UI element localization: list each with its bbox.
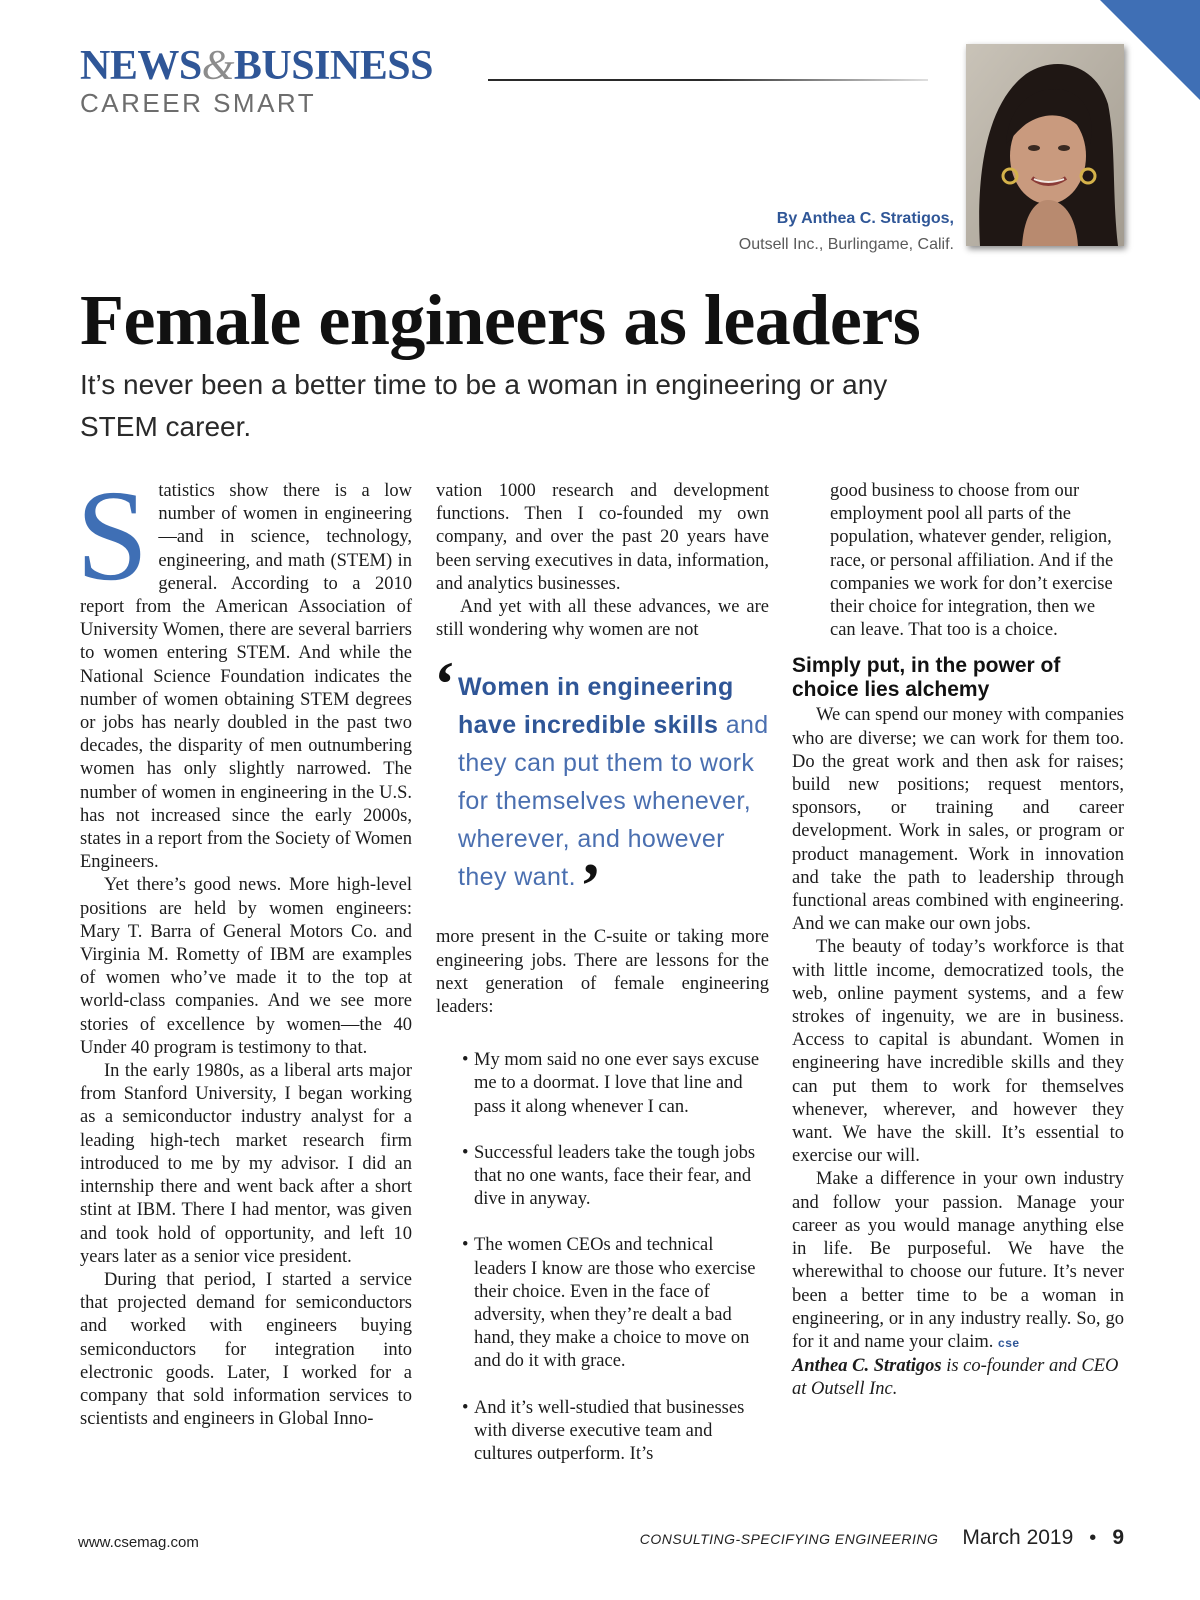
article-headline: Female engineers as leaders	[80, 280, 921, 360]
list-item: • And it’s well-studied that businesses with diverse executive team and cultures outperform. It’s	[462, 1397, 745, 1465]
author-photo	[966, 44, 1124, 246]
section-subhead: Simply put, in the power of choice lies alchemy	[792, 654, 1061, 702]
byline	[739, 206, 954, 258]
bullet-icon: •	[462, 1142, 469, 1163]
end-mark: cse	[998, 1335, 1020, 1350]
bullet-icon: •	[462, 1235, 469, 1256]
body-paragraph: We can spend our money with companies who are diverse; we can work for them too. Do the great work and then ask for raises; build new positions; request mentors, sponsors, or training and career development. Work in sales, or program or product management. Work in innovation and take the path to leadership through functional areas combined with engineering. And we can make our own jobs.	[792, 705, 1124, 935]
body-paragraph: Yet there’s good news. More high-level positions are held by women engineers: Mary T. Barra of General Motors Co. and Virginia M. Rometty of IBM are examples of women who’ve made it to the top at world-class companies. And we see more stories of excellence by women—the 40 Under 40 program is testimony to that.	[80, 875, 412, 1058]
article-deck: It’s never been a better time to be a woman in engineering or any STEM career.	[80, 369, 888, 442]
footer-date: March 2019	[962, 1526, 1074, 1549]
footer-magazine: CONSULTING-SPECIFYING ENGINEERING	[639, 1531, 939, 1547]
footer-folio	[640, 1526, 1124, 1550]
pull-quote-light: and they can put them to work for themselves whenever, wherever, and however they want.	[458, 711, 769, 892]
bullet-icon: •	[462, 1397, 469, 1418]
open-quote-icon: ‘	[434, 648, 456, 720]
body-paragraph: good business to choose from our employment pool all parts of the population, whatever gender, religion, race, or personal affiliation. And if the companies we work for don’t exercise their choice for integration, then we can leave. That too is a choice.	[830, 481, 1114, 641]
author-name: By Anthea C. Stratigos,	[776, 210, 954, 227]
pull-quote	[434, 648, 769, 922]
list-item: • Successful leaders take the tough jobs that no one wants, face their fear, and dive in anyway.	[462, 1142, 756, 1210]
masthead-rule	[488, 79, 928, 81]
column-2	[436, 480, 769, 1489]
list-item: • The women CEOs and technical leaders I know are those who exercise their choice. Even in the face of adversity, when they’re dealt a bad hand, they make a choice to move on and do it with grace.	[462, 1235, 756, 1372]
body-paragraph: And yet with all these advances, we are still wondering why women are not	[436, 597, 769, 641]
footer-url: www.csemag.com	[78, 1534, 199, 1551]
author-portrait	[966, 44, 1124, 246]
body-paragraph: more present in the C-suite or taking more engineering jobs. There are lessons for the next generation of female engineering leaders:	[436, 927, 769, 1018]
column-1	[76, 464, 412, 1431]
masthead-business: BUSINESS	[233, 43, 433, 89]
body-paragraph: Statistics show there is a low number of women in engineering—and in science, technology, engineering, and math (STEM) in general. According to a 2010 report from the American Association of University Women, there are several barriers to women entering STEM. And while the National Science Foundation indicates the number of women obtaining STEM degrees or jobs has nearly doubled in the past two decades, the disparity of men outnumbering women has only slightly narrowed. The number of women in engineering in the U.S. has not increased since the early 2000s, states in a report from the Society of Women Engineers.	[76, 464, 412, 873]
bio-name: Anthea C. Stratigos	[792, 1356, 942, 1377]
body-paragraph: During that period, I started a service that projected demand for semiconductors and worked with engineers buying semiconductors for integration into electronic goods. Later, I worked for a company that sold information services to scientists and engineers in Global Inno-	[80, 1269, 412, 1430]
list-item: • My mom said no one ever says excuse me to a doormat. I love that line and pass it along whenever I can.	[462, 1050, 760, 1117]
author-affiliation: Outsell Inc., Burlingame, Calif.	[738, 236, 954, 253]
footer-separator: •	[1089, 1527, 1097, 1549]
bullet-icon: •	[462, 1050, 469, 1071]
masthead	[80, 42, 433, 90]
lessons-list	[436, 1049, 769, 1466]
body-paragraph: The beauty of today’s workforce is that with little income, democratized tools, the web, online payment systems, and a few strokes of ingenuity, we are in business. Access to capital is abundant. Women in engineering have incredible skills and they can put them to work for themselves whenever, wherever, and however they want. We have the skill. It’s essential to exercise our will.	[792, 937, 1124, 1167]
section-label: CAREER SMART	[80, 88, 317, 118]
close-quote-icon: ’	[579, 850, 602, 922]
body-paragraph: vation 1000 research and development functions. Then I co-founded my own company, and over the past 20 years have been serving executives in data, information, and analytics businesses.	[436, 481, 769, 594]
author-bio: Anthea C. Stratigos is co-founder and CEO at Outsell Inc.	[792, 1356, 1119, 1400]
pull-quote-bold: Women in engineering have incredible skills	[458, 673, 734, 740]
body-paragraph: Make a difference in your own industry and follow your passion. Manage your career as you would manage anything else in life. Be purposeful. We have the wherewithal to choose our future. It’s never been a better time to be a woman in engineering, or in any industry really. So, go for it and name your claim. cse	[792, 1169, 1124, 1352]
drop-cap: S	[76, 464, 149, 608]
masthead-news: NEWS	[80, 43, 202, 89]
page-number: 9	[1112, 1526, 1124, 1549]
body-paragraph: In the early 1980s, as a liberal arts major from Stanford University, I began working as a semiconductor industry analyst for a leading high-tech market research firm introduced to me by my advisor. I did an internship there and went back after a short stint at IBM. There I had mentor, was given and took hold of opportunity, and left 10 years later as a senior vice president.	[80, 1061, 412, 1267]
masthead-ampersand: &	[201, 43, 234, 89]
column-3	[792, 480, 1124, 1402]
